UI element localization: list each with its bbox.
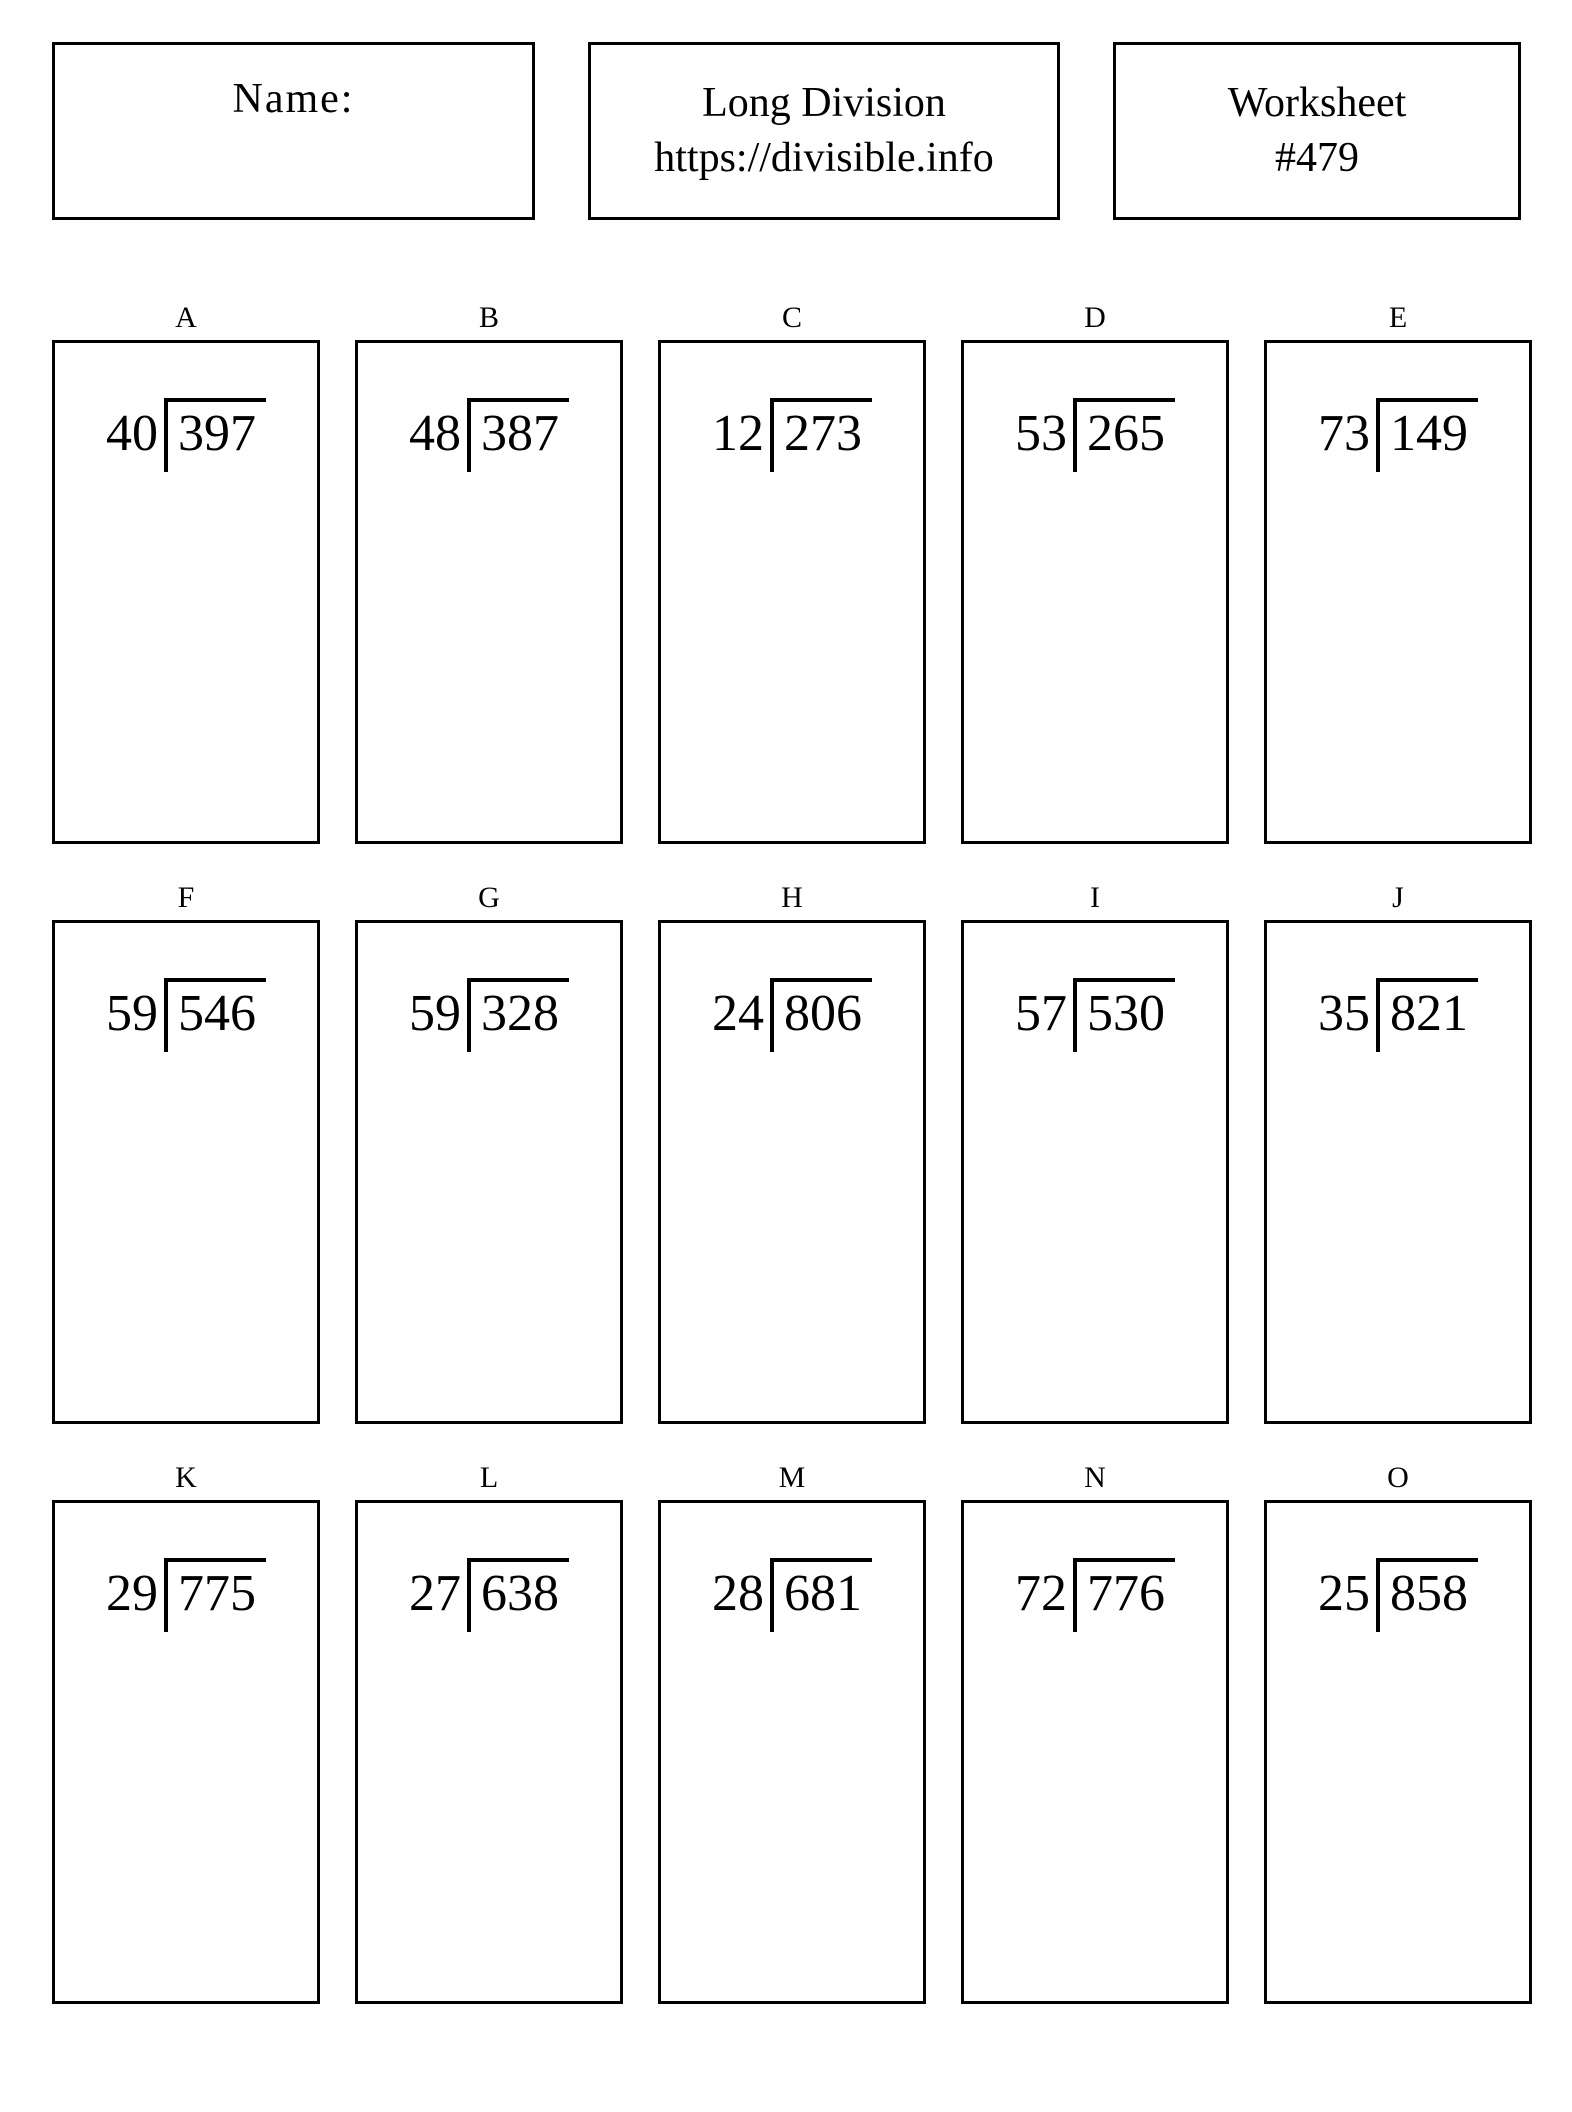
problem-label: H <box>781 881 803 914</box>
divisor: 57 <box>1015 985 1067 1042</box>
divisor: 72 <box>1015 1565 1067 1622</box>
divisor: 24 <box>712 985 764 1042</box>
worksheet-number: #479 <box>1275 135 1359 181</box>
problem-box <box>961 1500 1229 2004</box>
dividend: 328 <box>467 978 569 1052</box>
problem-cell-h <box>658 880 926 1424</box>
divisor: 27 <box>409 1565 461 1622</box>
problem-box <box>1264 920 1532 1424</box>
division-expression <box>409 978 569 1052</box>
problem-label: G <box>478 881 500 914</box>
problem-box <box>1264 340 1532 844</box>
problem-cell-e <box>1264 300 1532 844</box>
dividend: 775 <box>164 1558 266 1632</box>
division-expression <box>409 398 569 472</box>
problem-cell-o <box>1264 1460 1532 2004</box>
division-expression <box>1318 978 1478 1052</box>
division-expression <box>409 1558 569 1632</box>
problem-box <box>961 920 1229 1424</box>
name-box <box>52 42 535 220</box>
division-expression <box>106 398 266 472</box>
problem-label: E <box>1388 301 1408 334</box>
division-expression <box>1318 1558 1478 1632</box>
problem-label: K <box>175 1461 197 1494</box>
worksheet-label: Worksheet <box>1227 80 1407 127</box>
worksheet-title: Long Division <box>702 80 946 127</box>
worksheet-title-box <box>588 42 1060 220</box>
divisor: 29 <box>106 1565 158 1622</box>
divisor: 59 <box>409 985 461 1042</box>
dividend: 530 <box>1073 978 1175 1052</box>
problem-box <box>355 1500 623 2004</box>
divisor: 48 <box>409 405 461 462</box>
problem-label: J <box>1392 881 1404 914</box>
problem-label: L <box>479 1461 499 1494</box>
problem-box <box>658 1500 926 2004</box>
worksheet-url: https://divisible.info <box>654 135 994 181</box>
division-expression <box>1015 978 1175 1052</box>
problem-row-2 <box>52 880 1532 1424</box>
problem-cell-l <box>355 1460 623 2004</box>
problem-cell-a <box>52 300 320 844</box>
division-expression <box>106 978 266 1052</box>
problem-label: B <box>478 301 499 334</box>
dividend: 806 <box>770 978 872 1052</box>
problem-label: I <box>1090 881 1100 914</box>
dividend: 387 <box>467 398 569 472</box>
problem-box <box>1264 1500 1532 2004</box>
problem-cell-c <box>658 300 926 844</box>
problem-box <box>52 920 320 1424</box>
divisor: 73 <box>1318 405 1370 462</box>
problem-box <box>52 340 320 844</box>
problem-row-3 <box>52 1460 1532 2004</box>
problem-box <box>52 1500 320 2004</box>
problem-cell-i <box>961 880 1229 1424</box>
divisor: 28 <box>712 1565 764 1622</box>
problem-label: F <box>177 881 195 914</box>
divisor: 59 <box>106 985 158 1042</box>
problem-cell-j <box>1264 880 1532 1424</box>
problem-cell-m <box>658 1460 926 2004</box>
problem-cell-d <box>961 300 1229 844</box>
dividend: 638 <box>467 1558 569 1632</box>
problem-cell-k <box>52 1460 320 2004</box>
problem-box <box>961 340 1229 844</box>
dividend: 858 <box>1376 1558 1478 1632</box>
division-expression <box>106 1558 266 1632</box>
division-expression <box>712 398 872 472</box>
name-label: Name: <box>232 76 355 122</box>
division-expression <box>712 1558 872 1632</box>
dividend: 149 <box>1376 398 1478 472</box>
problem-cell-n <box>961 1460 1229 2004</box>
problem-box <box>355 340 623 844</box>
problem-box <box>658 340 926 844</box>
problem-box <box>658 920 926 1424</box>
dividend: 821 <box>1376 978 1478 1052</box>
dividend: 397 <box>164 398 266 472</box>
worksheet-number-box <box>1113 42 1521 220</box>
dividend: 681 <box>770 1558 872 1632</box>
dividend: 546 <box>164 978 266 1052</box>
dividend: 776 <box>1073 1558 1175 1632</box>
divisor: 35 <box>1318 985 1370 1042</box>
divisor: 12 <box>712 405 764 462</box>
problem-label: D <box>1084 301 1106 334</box>
division-expression <box>1015 1558 1175 1632</box>
problem-label: N <box>1084 1461 1106 1494</box>
division-expression <box>1015 398 1175 472</box>
divisor: 40 <box>106 405 158 462</box>
problem-cell-f <box>52 880 320 1424</box>
problem-box <box>355 920 623 1424</box>
dividend: 273 <box>770 398 872 472</box>
problem-label: A <box>175 301 197 334</box>
divisor: 25 <box>1318 1565 1370 1622</box>
dividend: 265 <box>1073 398 1175 472</box>
problem-label: C <box>781 301 802 334</box>
division-expression <box>1318 398 1478 472</box>
problem-row-1 <box>52 300 1532 844</box>
problem-label: O <box>1387 1461 1409 1494</box>
problem-label: M <box>778 1461 806 1494</box>
problem-cell-g <box>355 880 623 1424</box>
division-expression <box>712 978 872 1052</box>
problem-cell-b <box>355 300 623 844</box>
divisor: 53 <box>1015 405 1067 462</box>
